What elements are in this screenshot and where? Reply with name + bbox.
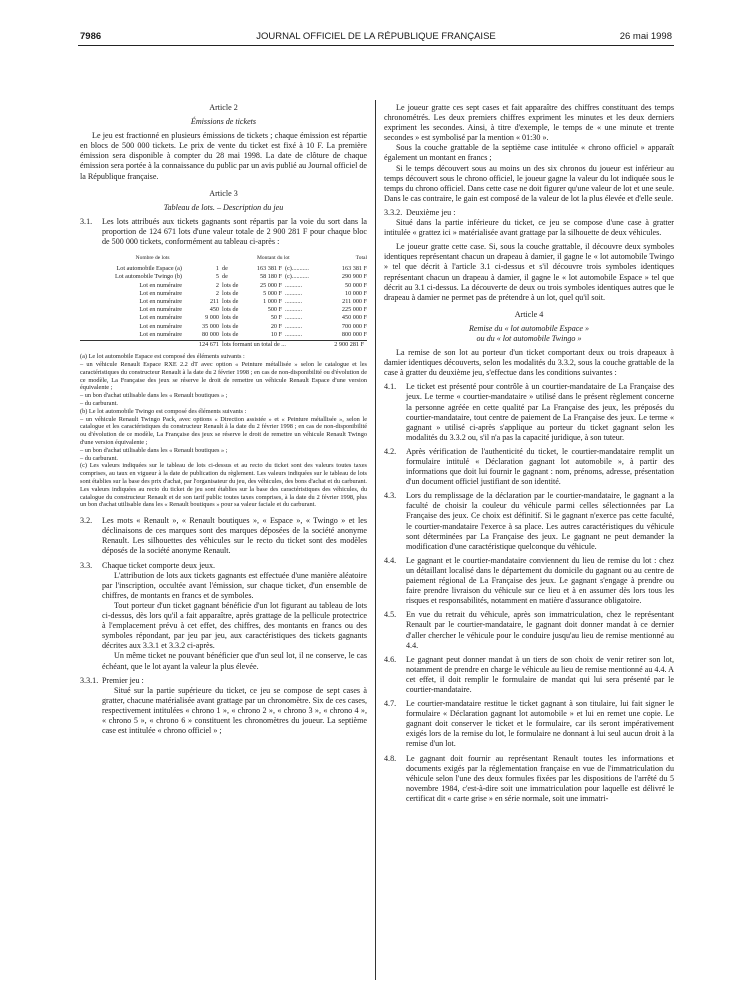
lots-table [80, 253, 367, 349]
article-4-subtitle: Remise du « lot automobile Espace » [468, 323, 590, 333]
article-4-item: 4.3. Lors du remplissage de la déclaration par le courtier-mandataire, le gagnant a la faculté de choisir la couleur du véhicule parmi celles sélectionnées par La Française des jeux. Ce choix est définitif. Si le gagnant n'exerce pas cette faculté, le courtier-mandataire l'exerce à sa place. Les autres caractéristiques du véhicule sont déterminées par La Française des jeux. Le gagnant ne peut demander la modification d'une caractéristique quelconque du véhicule. [384, 491, 674, 551]
section-3-1: 3.1. Les lots attribués aux tickets gagnants sont répartis par la voie du sort dans la proportion de 124 671 lots d'une valeur totale de 2 900 281 F pour chaque bloc de 500 000 tickets, conformément au tableau ci-après : [80, 216, 367, 247]
lots-table-row: Lot en numéraire 2 lots de 5 000 F ........... 10 000 F [139, 289, 367, 297]
header-rule [78, 45, 674, 46]
lots-table-row: Lot en numéraire 80 000 lots de 10 F ........... 800 000 F [139, 330, 367, 338]
lots-table-row: Lot automobile Twingo (b) 5 de 58 180 F (c)........... 290 900 F [115, 273, 367, 281]
first-game-paragraph: Sous la couche grattable de la septième case intitulée « chrono officiel » apparaît également un montant en francs ; [384, 143, 674, 163]
article-2-title: Article 2 [209, 103, 238, 112]
section-3-3-1-paragraph: Situé sur la partie supérieure du ticket, ce jeu se compose de sept cases à gratter, chacune matérialisée avant grattage par un chronomètre. Six de ces cases, respectivement intitulées « chrono 1 », « chrono 2 », « chrono 3 », « chrono 4 », « chrono 5 », « chrono 6 » constituent les chronomètres du joueur. La septième case est intitulée « chrono officiel » ; [102, 685, 367, 736]
table-footnotes [80, 353, 367, 509]
right-column [384, 103, 674, 804]
lots-table-row: Lot automobile Espace (a) 1 de 163 381 F (c)........... 163 381 F [116, 265, 367, 273]
article-4-item: 4.7. Le courtier-mandataire restitue le ticket gagnant à son titulaire, lui fait signer le formulaire « Déclaration gagnant lot automobile » et lui en remet une copie. Le gagnant doit conserver le ticket et le formulaire, car ils seront impérativement exigés lors de la remise du lot, le formulaire ne donnant à lui seul aucun droit à la remise d'un lot. [384, 699, 674, 749]
note-c: (c) Les valeurs indiquées sur le tableau de lots ci-dessus et au recto du ticket sont des valeurs toutes taxes comprises, au taux en vigueur à la date de publication du règlement. Les valeurs indiquées sur le tableau de lots sont établies sur la base des prix d'achat, par l'organisateur du jeu, des véhicules, des bons d'achat et du carburant. Les valeurs indiquées au recto du ticket de jeu sont établies sur la base des caractéristiques des véhicules, du catalogue du constructeur Renault et de son tarif public toutes taxes comprises, à la date du 2 février 1998, plus un bon d'achat utilisable dans les « Renault boutiques » pour sa valeur faciale et du carburant. [80, 462, 367, 509]
second-game-paragraph: Le joueur gratte cette case. Si, sous la couche grattable, il découvre deux symboles identiques représentant chacun un drapeau à damier, il gagne le « lot automobile Twingo » tel que décrit à l'article 3.1 ci-dessus et s'il découvre trois symboles identiques représentant chacun un drapeau à damier, il gagne le « lot automobile Espace » tel que décrit au 3.1 ci-dessus. La découverte de deux ou trois symboles identiques autres que le drapeau à damier ne permet pas de prétendre à un lot, quel qu'il soit. [384, 242, 674, 302]
article-3-title: Article 3 [209, 188, 238, 198]
first-game-paragraph: Le joueur gratte ces sept cases et fait apparaître des chiffres constituant des temps chronométrés. Les deux premiers chiffres expriment les minutes et les deux derniers expriment les secondes. Ainsi, à titre d'exemple, le temps de « une minute et trente secondes » est symbolisé par la mention « 01:30 ». [384, 103, 674, 143]
section-3-3-paragraph: Un même ticket ne pouvant bénéficier que d'un seul lot, il ne conserve, le cas échéant, que le lot ayant la valeur la plus élevée. [102, 651, 367, 671]
page-header [80, 31, 672, 45]
section-3-3-2: 3.3.2. Deuxième jeu : [384, 207, 456, 217]
note-b-item: – un bon d'achat utilisable dans les « Renault boutiques » ; [80, 446, 228, 454]
note-b: (b) Le lot automobile Twingo est composé des éléments suivants : [80, 407, 247, 415]
lots-table-row: Lot en numéraire 450 lots de 500 F ........... 225 000 F [139, 306, 367, 314]
article-4-item: 4.6. Le gagnant peut donner mandat à un tiers de son choix de venir retirer son lot, notamment de prendre en charge le véhicule au lieu de remise mentionné au 4.4. A cet effet, il doit remplir le formulaire de mandat qui lui sera présenté par le courtier-mandataire. [384, 654, 674, 694]
lots-table-header: Nombre de lots Montant du lot Total [135, 255, 367, 262]
lots-table-row: Lot en numéraire 211 lots de 1 000 F ........... 211 000 F [139, 298, 367, 306]
article-4-title: Article 4 [514, 309, 544, 319]
note-a-item: – du carburant. [80, 400, 118, 408]
issue-date: 26 mai 1998 [619, 31, 672, 42]
lots-table-row: Lot en numéraire 9 000 lots de 50 F ........... 450 000 F [139, 314, 367, 322]
article-4-paragraph: La remise de son lot au porteur d'un ticket comportant deux ou trois drapeaux à damier identiques découverts, selon les modalités du 3.3.2, sous la couche grattable de la case à gratter du deuxième jeu, s'effectue dans les conditions suivantes : [384, 348, 674, 378]
article-2-subtitle: Émissions de tickets [190, 117, 257, 127]
section-3-3: 3.3. Chaque ticket comporte deux jeux. [80, 560, 216, 570]
article-4-item: 4.4. Le gagnant et le courtier-mandataire conviennent du lieu de remise du lot : chez un détaillant localisé dans le département du domicile du gagnant ou au centre de paiement régional de La Française des jeux. Le gagnant s'engage à prendre ou faire prendre livraison du véhicule sur ce lieu et à en assumer dès lors tous les risques et responsabilités, notamment en matière d'assurance obligatoire. [384, 555, 674, 606]
lots-table-row: Lot en numéraire 35 000 lots de 20 F ........... 700 000 F [139, 322, 367, 330]
section-3-3-1: 3.3.1. Premier jeu : [80, 675, 144, 685]
article-4-subtitle: ou du « lot automobile Twingo » [476, 333, 582, 343]
article-4-item: 4.2. Après vérification de l'authenticité du ticket, le courtier-mandataire remplit un formulaire intitulé « Déclaration gagnant lot automobile », à partir des informations que doit lui fournir le gagnant : nom, prénoms, adresse, présentation d'un document officiel justifiant de son identité. [384, 446, 674, 487]
article-2-paragraph: Le jeu est fractionné en plusieurs émissions de tickets ; chaque émission est répartie en blocs de 500 000 tickets. Le prix de vente du ticket est fixé à 10 F. La première émission sera disponible à compter du 28 mai 1998. La date de clôture de chaque émission sera portée à la connaissance du public par un avis publié au Journal officiel de la République française. [80, 131, 367, 181]
note-a-item: – un bon d'achat utilisable dans les « Renault boutiques » ; [80, 392, 228, 400]
section-3-3-paragraph: L'attribution de lots aux tickets gagnants est effectuée d'une manière aléatoire par l'inscription, occultée avant l'émission, sur chaque ticket, d'un ensemble de chiffres, de montants en francs et de symboles. [102, 570, 367, 600]
article-3-subtitle: Tableau de lots. – Description du jeu [163, 202, 284, 212]
article-4-item: 4.8. Le gagnant doit fournir au représentant Renault toutes les informations et documents exigés par la réglementation française en vue de l'immatriculation du véhicule selon l'une des deux formules fixées par les dispositions de l'arrêté du 5 novembre 1984, c'est-à-dire soit une immatriculation pour laquelle est délivré le certificat dit « carte grise » en série normale, soit une immatri- [384, 753, 674, 803]
left-column [80, 103, 367, 736]
lots-table-total: 124 671 lots formant un total de ... 2 900 281 F [80, 340, 367, 349]
note-b-item: – un véhicule Renault Twingo Pack, avec options « Direction assistée » et « Peinture métallisée », selon le catalogue et les caractéristiques du constructeur Renault à la date du 2 février 1998 ; en cas de non-disponibilité ou d'évolution de ce modèle, La Française des jeux se réserve le droit de remettre un véhicule Renault Twingo d'une version équivalente ; [80, 415, 367, 447]
column-divider [375, 100, 376, 980]
section-3-2: 3.2. Les mots « Renault », « Renault boutiques », « Espace », « Twingo » et les déclinaisons de ces marques sont des marques déposées de la société anonyme Renault. Les silhouettes des véhicules sur le recto du ticket sont des modèles déposés de la société anonyme Renault. [80, 516, 367, 556]
note-a: (a) Le lot automobile Espace est composé des éléments suivants : [80, 353, 245, 361]
note-b-item: – du carburant. [80, 454, 118, 462]
second-game-paragraph: Situé dans la partie inférieure du ticket, ce jeu se compose d'une case à gratter intitulée « grattez ici » matérialisée avant grattage par la silhouette de deux véhicules. [384, 218, 674, 238]
lots-table-row: Lot en numéraire 2 lots de 25 000 F ........... 50 000 F [139, 281, 367, 289]
journal-title: JOURNAL OFFICIEL DE LA RÉPUBLIQUE FRANÇAISE [256, 31, 496, 42]
article-4-item: 4.1. Le ticket est présenté pour contrôle à un courtier-mandataire de La Française des jeux. Le terme « courtier-mandataire » utilisé dans le présent règlement concerne la personne agréée en cette qualité par La Française des jeux, les préposés du courtier-mandataire, tout centre de paiement de La Française des jeux. Le terme « gagnant » utilisé ci-après s'applique au porteur du ticket gagnant selon les modalités du 3.3.2 ou, s'il n'a pas la capacité juridique, à son tuteur. [384, 382, 674, 442]
page-number: 7986 [80, 31, 102, 42]
first-game-paragraph: Si le temps découvert sous au moins un des six chronos du joueur est inférieur au temps découvert sous le chrono officiel, le joueur gagne la valeur du lot indiquée sous le temps du chrono officiel. Dans cette case ne doit figurer qu'une valeur de lot et une seule. Dans le cas contraire, le gain est composé de la valeur de lot la plus élevée et d'elle seule. [384, 163, 674, 203]
section-3-3-paragraph: Tout porteur d'un ticket gagnant bénéficie d'un lot figurant au tableau de lots ci-dessus, dès lors qu'il a fait apparaître, après grattage de la pellicule protectrice à l'emplacement prévu à cet effet, des chiffres, des montants en francs ou des symboles répondant, par jeu par jeu, aux caractéristiques des tickets gagnants décrites aux 3.3.1 et 3.3.2 ci-après. [102, 600, 367, 651]
note-a-item: – un véhicule Renault Espace RXE 2.2 dT avec option « Peinture métallisée » selon le catalogue et les caractéristiques du constructeur Renault à la date du 2 février 1998 ; en cas de non-disponibilité ou d'évolution de ce modèle, La Française des jeux se réserve le droit de remettre un véhicule Renault Espace d'une version équivalente ; [80, 361, 367, 392]
article-4-item: 4.5. En vue du retrait du véhicule, après son immatriculation, chez le représentant Renault par le courtier-mandataire, le gagnant doit donner mandat à ce dernier d'aller chercher le véhicule pour le conduire jusqu'au lieu de remise mentionné au 4.4. [384, 610, 674, 650]
